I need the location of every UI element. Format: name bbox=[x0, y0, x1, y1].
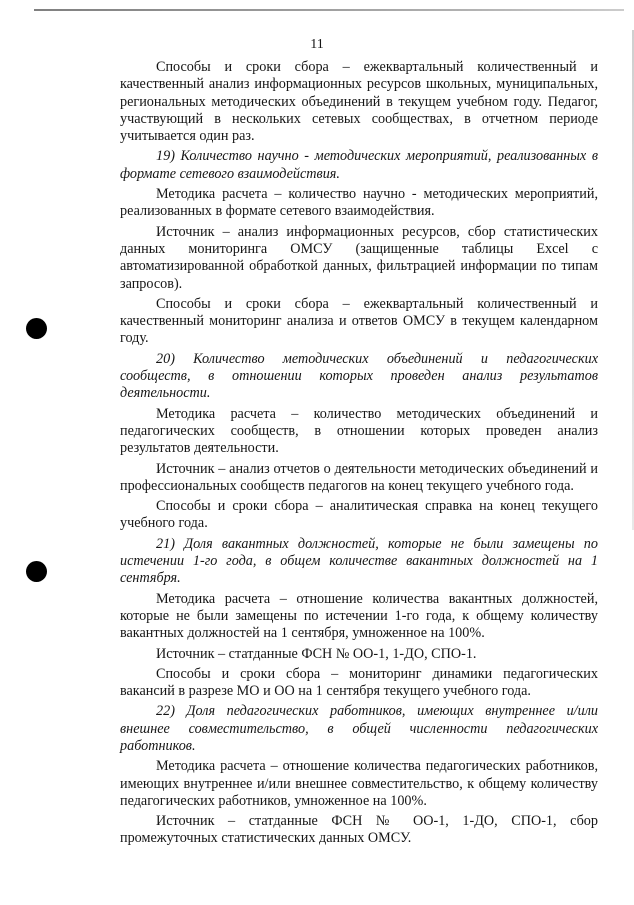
page-number: 11 bbox=[310, 37, 324, 52]
paragraph-collection-methods-21: Способы и сроки сбора – мониторинг динамики педагогических вакансий в разрезе МО и ОО на 1 сентября текущего учебного года. bbox=[120, 665, 598, 700]
paragraph-source-19: Источник – анализ информационных ресурсов, сбор статистических данных мониторинга ОМСУ (защищенные таблицы Excel с автоматизированной обработкой данных, фильтрацией информации по типам запросов). bbox=[120, 223, 598, 292]
indicator-heading-20: 20) Количество методических объединений и педагогических сообществ, в отношении которых проведен анализ результатов деятельности. bbox=[120, 350, 598, 402]
paragraph-calculation-method-19: Методика расчета – количество научно - методических мероприятий, реализованных в формате сетевого взаимодействия. bbox=[120, 186, 598, 220]
paragraph-source-21: Источник – статданные ФСН № ОО-1, 1-ДО, СПО-1. bbox=[156, 645, 477, 662]
paragraph-collection-methods-20: Способы и сроки сбора – аналитическая справка на конец текущего учебного года. bbox=[120, 498, 598, 532]
document-body bbox=[120, 59, 598, 851]
paragraph-source-22: Источник – статданные ФСН № ОО-1, 1-ДО, СПО-1, сбор промежуточных статистических данных ОМСУ. bbox=[120, 813, 598, 847]
paragraph-calculation-method-22: Методика расчета – отношение количества педагогических работников, имеющих внутреннее и/или внешнее совместительство, к общему количеству педагогических работников, умноженное на 100%. bbox=[120, 758, 598, 809]
paragraph-calculation-method-20: Методика расчета – количество методических объединений и педагогических сообществ, в отношении которых проведен анализ результатов деятельности. bbox=[120, 405, 598, 457]
scan-edge-line bbox=[34, 9, 624, 11]
indicator-heading-19: 19) Количество научно - методических мероприятий, реализованных в формате сетевого взаимодействия. bbox=[120, 148, 598, 182]
punch-hole-lower bbox=[26, 561, 47, 582]
paragraph-source-20: Источник – анализ отчетов о деятельности методических объединений и профессиональных сообществ педагогов на конец текущего учебного года. bbox=[120, 460, 598, 494]
paragraph-collection-methods-18: Способы и сроки сбора – ежеквартальный количественный и качественный анализ информационных ресурсов школьных, муниципальных, региональных методических объединений в текущем учебном году. Педагог, участвующий в нескольких сетевых сообществах, в отчетном периоде учитывается один раз. bbox=[120, 59, 598, 145]
punch-hole-upper bbox=[26, 318, 47, 339]
indicator-heading-21: 21) Доля вакантных должностей, которые не были замещены по истечении 1-го года, в общем количестве вакантных должностей на 1 сентября. bbox=[120, 535, 598, 587]
paragraph-collection-methods-19: Способы и сроки сбора – ежеквартальный количественный и качественный мониторинг анализа и ответов ОМСУ в текущем календарном году. bbox=[120, 295, 598, 347]
indicator-heading-22: 22) Доля педагогических работников, имеющих внутреннее и/или внешнее совместительство, в общей численности педагогических работников. bbox=[120, 703, 598, 754]
paragraph-calculation-method-21: Методика расчета – отношение количества вакантных должностей, которые не были замещены по истечении 1-го года, к общему количеству вакантных должностей на 1 сентября, умноженное на 100%. bbox=[120, 590, 598, 642]
